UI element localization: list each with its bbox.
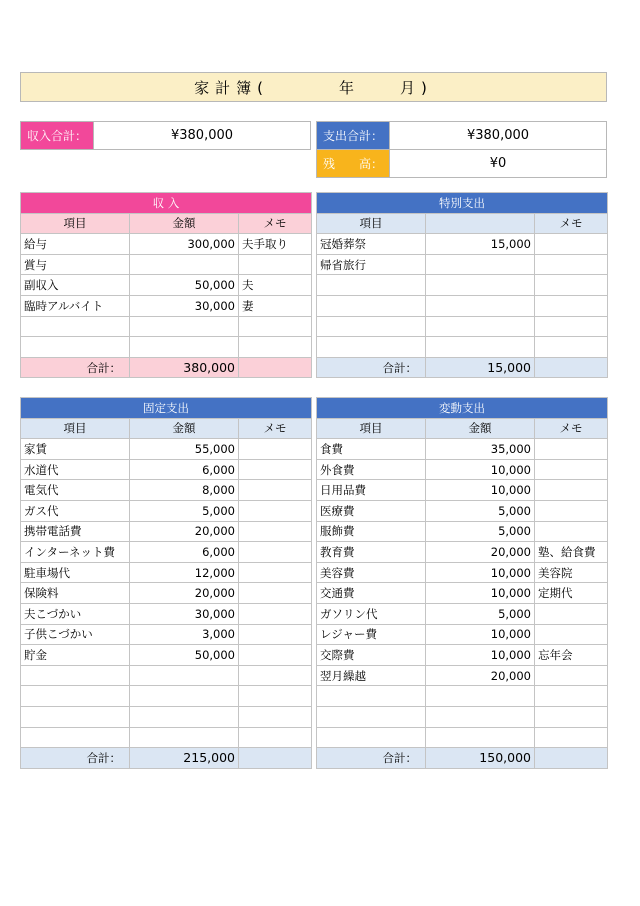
table-row xyxy=(317,234,608,255)
cell-item[interactable] xyxy=(21,727,130,748)
balance-box xyxy=(316,149,607,178)
cell-memo[interactable] xyxy=(239,316,312,337)
cell-item[interactable]: 子供こづかい xyxy=(21,624,130,645)
cell-item[interactable]: 食費 xyxy=(317,439,426,460)
cell-item[interactable] xyxy=(317,686,426,707)
table-row xyxy=(21,254,312,275)
cell-amount[interactable]: 35,000 xyxy=(426,439,535,460)
table-row xyxy=(21,562,312,583)
cell-item[interactable]: ガソリン代 xyxy=(317,603,426,624)
cell-memo[interactable]: 夫 xyxy=(239,275,312,296)
cell-memo[interactable] xyxy=(239,542,312,563)
table-row xyxy=(21,603,312,624)
column-header-memo: メモ xyxy=(239,213,312,234)
cell-memo[interactable] xyxy=(239,706,312,727)
cell-amount[interactable]: 30,000 xyxy=(130,295,239,316)
fixed-total-row-value: 215,000 xyxy=(130,748,239,769)
cell-item[interactable]: 携帯電話費 xyxy=(21,521,130,542)
cell-item[interactable]: 翌月繰越 xyxy=(317,665,426,686)
cell-item[interactable]: 日用品費 xyxy=(317,480,426,501)
table-row xyxy=(21,295,312,316)
cell-item[interactable]: 外食費 xyxy=(317,459,426,480)
cell-amount[interactable]: 10,000 xyxy=(426,480,535,501)
table-row xyxy=(317,624,608,645)
cell-item[interactable] xyxy=(21,316,130,337)
cell-memo[interactable] xyxy=(239,500,312,521)
title-text: 家計簿( xyxy=(194,78,269,97)
cell-item[interactable]: インターネット費 xyxy=(21,542,130,563)
table-row xyxy=(21,665,312,686)
cell-memo[interactable] xyxy=(239,583,312,604)
cell-item[interactable]: 家賃 xyxy=(21,439,130,460)
table-row xyxy=(21,439,312,460)
cell-memo[interactable] xyxy=(535,686,608,707)
cell-memo[interactable] xyxy=(535,500,608,521)
column-header-memo: メモ xyxy=(239,418,312,439)
table-row xyxy=(21,583,312,604)
page-title xyxy=(21,73,606,101)
table-row xyxy=(317,337,608,358)
table-row xyxy=(21,727,312,748)
cell-amount[interactable]: 10,000 xyxy=(426,583,535,604)
cell-memo[interactable] xyxy=(535,727,608,748)
cell-item[interactable] xyxy=(317,316,426,337)
income-total-row-memo xyxy=(239,357,312,378)
cell-amount[interactable]: 10,000 xyxy=(426,562,535,583)
cell-item[interactable] xyxy=(317,337,426,358)
cell-memo[interactable] xyxy=(239,624,312,645)
cell-memo[interactable] xyxy=(535,624,608,645)
expense-total-box xyxy=(316,121,607,150)
cell-amount[interactable]: 10,000 xyxy=(426,459,535,480)
cell-amount[interactable] xyxy=(130,337,239,358)
cell-item[interactable] xyxy=(317,727,426,748)
table-row xyxy=(21,275,312,296)
balance-value[interactable]: ¥0 xyxy=(489,156,507,171)
cell-amount[interactable] xyxy=(426,254,535,275)
cell-amount[interactable] xyxy=(130,254,239,275)
variable-total-row-label: 合計： xyxy=(317,748,426,769)
table-row xyxy=(21,480,312,501)
cell-amount[interactable]: 20,000 xyxy=(130,583,239,604)
table-row xyxy=(21,337,312,358)
cell-memo[interactable] xyxy=(535,706,608,727)
expense-total-label: 支出合計： xyxy=(317,122,390,149)
cell-amount[interactable] xyxy=(130,316,239,337)
table-row xyxy=(317,459,608,480)
balance-label: 残 高： xyxy=(317,150,390,177)
column-header-amount xyxy=(426,213,535,234)
income-total-label: 収入合計： xyxy=(21,122,94,149)
special-expense-table xyxy=(316,192,608,378)
cell-item[interactable]: 服飾費 xyxy=(317,521,426,542)
table-row xyxy=(317,562,608,583)
cell-amount[interactable] xyxy=(426,295,535,316)
variable-expense-table xyxy=(316,397,608,769)
cell-item[interactable]: 美容費 xyxy=(317,562,426,583)
variable-total-row-value: 150,000 xyxy=(426,748,535,769)
table-row xyxy=(317,521,608,542)
cell-item[interactable] xyxy=(21,665,130,686)
cell-memo[interactable] xyxy=(239,603,312,624)
table-row xyxy=(317,583,608,604)
cell-memo[interactable]: 美容院 xyxy=(535,562,608,583)
column-header-item: 項目 xyxy=(21,418,130,439)
column-header-amount: 金額 xyxy=(426,418,535,439)
cell-amount[interactable] xyxy=(426,706,535,727)
cell-memo[interactable] xyxy=(535,665,608,686)
title-year-label: 年 xyxy=(338,78,360,97)
cell-item[interactable]: 水道代 xyxy=(21,459,130,480)
column-header-amount: 金額 xyxy=(130,418,239,439)
cell-amount[interactable]: 8,000 xyxy=(130,480,239,501)
income-total-value[interactable]: ¥380,000 xyxy=(170,128,234,143)
fixed-total-row-memo xyxy=(239,748,312,769)
cell-amount[interactable]: 10,000 xyxy=(426,645,535,666)
variable-total-row-memo xyxy=(535,748,608,769)
cell-amount[interactable] xyxy=(426,686,535,707)
cell-memo[interactable]: 忘年会 xyxy=(535,645,608,666)
page-title-bar xyxy=(20,72,607,102)
cell-memo[interactable] xyxy=(239,459,312,480)
cell-item[interactable]: ガス代 xyxy=(21,500,130,521)
table-row xyxy=(317,665,608,686)
cell-item[interactable]: 臨時アルバイト xyxy=(21,295,130,316)
table-row xyxy=(317,645,608,666)
cell-memo[interactable]: 塾、給食費 xyxy=(535,542,608,563)
table-row xyxy=(21,624,312,645)
income-total-row-value: 380,000 xyxy=(130,357,239,378)
column-header-item: 項目 xyxy=(21,213,130,234)
cell-amount[interactable]: 10,000 xyxy=(426,624,535,645)
cell-memo[interactable] xyxy=(535,603,608,624)
column-header-item: 項目 xyxy=(317,213,426,234)
special-total-row-label: 合計： xyxy=(317,357,426,378)
cell-item[interactable]: 貯金 xyxy=(21,645,130,666)
table-row xyxy=(317,254,608,275)
cell-amount[interactable] xyxy=(130,727,239,748)
fixed-expense-table xyxy=(20,397,312,769)
cell-amount[interactable] xyxy=(426,275,535,296)
income-table-title: 収 入 xyxy=(21,193,312,214)
cell-amount[interactable]: 50,000 xyxy=(130,645,239,666)
special-total-row-value: 15,000 xyxy=(426,357,535,378)
income-total-row-label: 合計： xyxy=(21,357,130,378)
special-total-row-memo xyxy=(535,357,608,378)
cell-item[interactable]: 医療費 xyxy=(317,500,426,521)
cell-amount[interactable]: 5,000 xyxy=(426,521,535,542)
variable-table-title: 変動支出 xyxy=(317,398,608,419)
table-row xyxy=(21,706,312,727)
table-row xyxy=(317,727,608,748)
cell-amount[interactable]: 5,000 xyxy=(130,500,239,521)
cell-item[interactable]: 給与 xyxy=(21,234,130,255)
cell-amount[interactable]: 6,000 xyxy=(130,542,239,563)
cell-memo[interactable] xyxy=(535,254,608,275)
table-row xyxy=(317,295,608,316)
cell-amount[interactable] xyxy=(130,665,239,686)
cell-memo[interactable] xyxy=(239,439,312,460)
cell-memo[interactable] xyxy=(535,337,608,358)
cell-memo[interactable] xyxy=(535,275,608,296)
cell-item[interactable] xyxy=(317,275,426,296)
cell-memo[interactable] xyxy=(239,521,312,542)
cell-memo[interactable] xyxy=(239,686,312,707)
cell-memo[interactable] xyxy=(535,295,608,316)
table-row xyxy=(317,500,608,521)
cell-item[interactable]: 交通費 xyxy=(317,583,426,604)
table-row xyxy=(317,706,608,727)
cell-amount[interactable]: 3,000 xyxy=(130,624,239,645)
cell-amount[interactable]: 20,000 xyxy=(130,521,239,542)
income-table xyxy=(20,192,312,378)
fixed-total-row-label: 合計： xyxy=(21,748,130,769)
cell-memo[interactable] xyxy=(239,645,312,666)
table-row xyxy=(317,603,608,624)
cell-amount[interactable] xyxy=(426,727,535,748)
table-row xyxy=(317,480,608,501)
cell-memo[interactable] xyxy=(535,234,608,255)
table-row xyxy=(21,459,312,480)
cell-item[interactable]: 賞与 xyxy=(21,254,130,275)
cell-amount[interactable]: 5,000 xyxy=(426,603,535,624)
cell-memo[interactable] xyxy=(239,727,312,748)
income-total-box xyxy=(20,121,311,150)
table-row xyxy=(317,686,608,707)
table-row xyxy=(317,542,608,563)
cell-memo[interactable] xyxy=(239,562,312,583)
cell-item[interactable]: 夫こづかい xyxy=(21,603,130,624)
cell-amount[interactable]: 55,000 xyxy=(130,439,239,460)
table-row xyxy=(317,316,608,337)
cell-amount[interactable]: 5,000 xyxy=(426,500,535,521)
cell-memo[interactable] xyxy=(535,521,608,542)
cell-item[interactable]: 保険料 xyxy=(21,583,130,604)
cell-item[interactable]: 冠婚葬祭 xyxy=(317,234,426,255)
column-header-amount: 金額 xyxy=(130,213,239,234)
cell-amount[interactable] xyxy=(130,706,239,727)
cell-amount[interactable]: 300,000 xyxy=(130,234,239,255)
cell-amount[interactable]: 20,000 xyxy=(426,665,535,686)
fixed-table-title: 固定支出 xyxy=(21,398,312,419)
cell-amount[interactable] xyxy=(426,337,535,358)
cell-memo[interactable] xyxy=(535,459,608,480)
cell-item[interactable]: 交際費 xyxy=(317,645,426,666)
table-row xyxy=(21,542,312,563)
special-table-title: 特別支出 xyxy=(317,193,608,214)
cell-memo[interactable] xyxy=(535,316,608,337)
cell-item[interactable] xyxy=(317,295,426,316)
cell-memo[interactable] xyxy=(239,254,312,275)
table-row xyxy=(21,500,312,521)
cell-memo[interactable] xyxy=(535,480,608,501)
cell-item[interactable] xyxy=(21,706,130,727)
cell-memo[interactable] xyxy=(239,480,312,501)
cell-amount[interactable] xyxy=(426,316,535,337)
cell-memo[interactable] xyxy=(239,665,312,686)
cell-amount[interactable] xyxy=(130,686,239,707)
cell-item[interactable]: 教育費 xyxy=(317,542,426,563)
table-row xyxy=(317,275,608,296)
cell-item[interactable]: 副収入 xyxy=(21,275,130,296)
table-row xyxy=(21,521,312,542)
cell-item[interactable] xyxy=(21,686,130,707)
cell-amount[interactable]: 12,000 xyxy=(130,562,239,583)
cell-amount[interactable]: 6,000 xyxy=(130,459,239,480)
expense-total-value[interactable]: ¥380,000 xyxy=(466,128,530,143)
cell-item[interactable]: 電気代 xyxy=(21,480,130,501)
column-header-memo: メモ xyxy=(535,213,608,234)
table-row xyxy=(21,645,312,666)
cell-item[interactable] xyxy=(21,337,130,358)
cell-memo[interactable] xyxy=(239,337,312,358)
cell-item[interactable]: 駐車場代 xyxy=(21,562,130,583)
title-month-label: 月) xyxy=(400,78,433,97)
cell-item[interactable]: レジャー費 xyxy=(317,624,426,645)
cell-item[interactable]: 帰省旅行 xyxy=(317,254,426,275)
table-row xyxy=(21,686,312,707)
cell-memo[interactable]: 夫手取り xyxy=(239,234,312,255)
cell-amount[interactable]: 30,000 xyxy=(130,603,239,624)
cell-memo[interactable]: 妻 xyxy=(239,295,312,316)
column-header-memo: メモ xyxy=(535,418,608,439)
column-header-item: 項目 xyxy=(317,418,426,439)
cell-item[interactable] xyxy=(317,706,426,727)
cell-amount[interactable]: 15,000 xyxy=(426,234,535,255)
table-row xyxy=(21,316,312,337)
cell-memo[interactable] xyxy=(535,439,608,460)
cell-amount[interactable]: 20,000 xyxy=(426,542,535,563)
table-row xyxy=(21,234,312,255)
cell-memo[interactable]: 定期代 xyxy=(535,583,608,604)
cell-amount[interactable]: 50,000 xyxy=(130,275,239,296)
table-row xyxy=(317,439,608,460)
